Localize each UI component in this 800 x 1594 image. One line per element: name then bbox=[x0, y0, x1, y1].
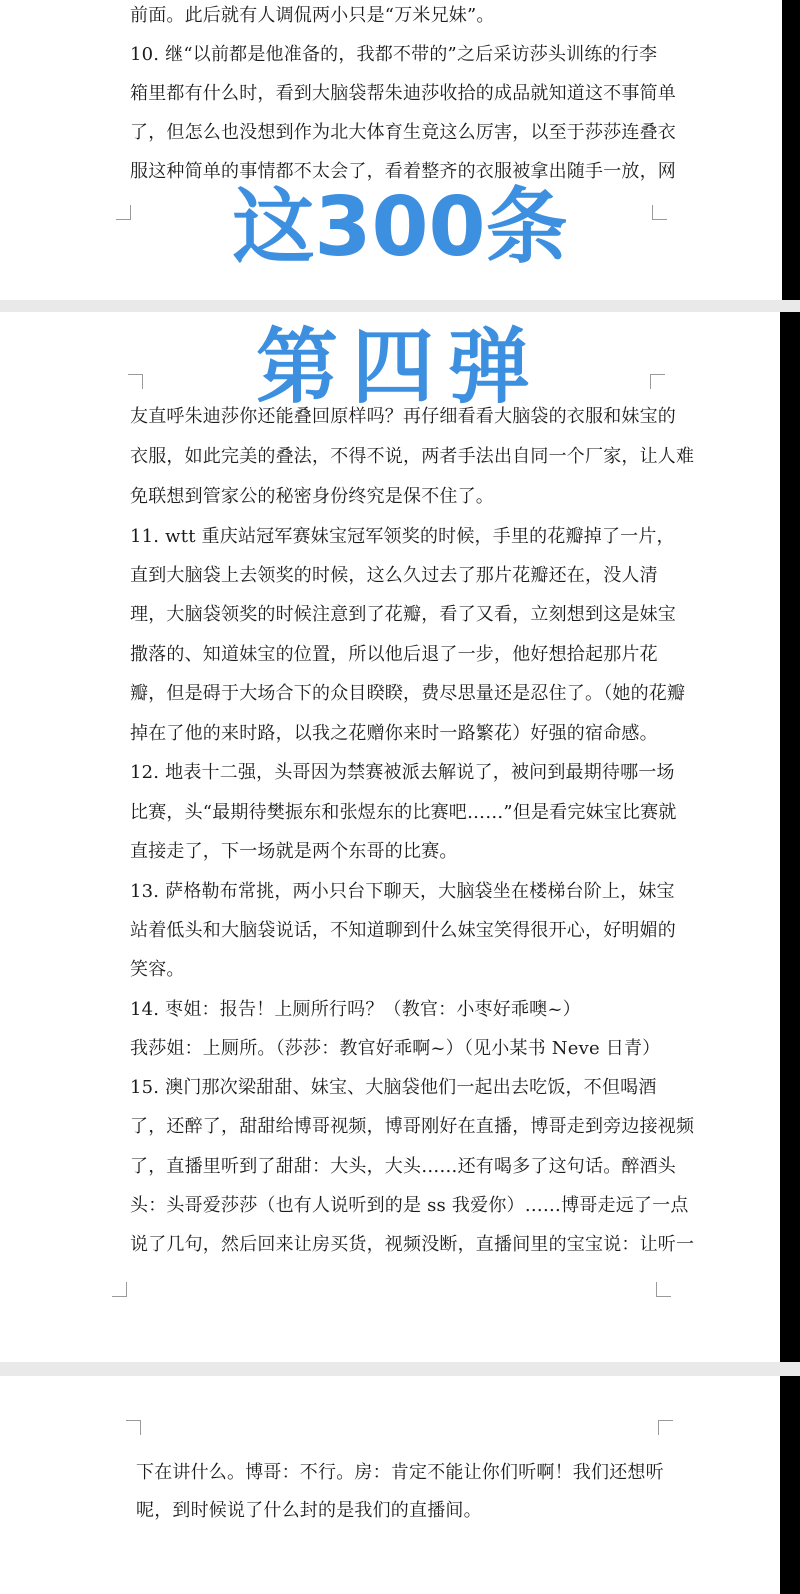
text-line: 撒落的、知道妹宝的位置，所以他后退了一步，他好想拾起那片花 bbox=[130, 644, 658, 665]
page-corner-mark bbox=[112, 1282, 127, 1297]
text-line: 瓣，但是碍于大场合下的众目睽睽，费尽思量还是忍住了。（她的花瓣 bbox=[130, 683, 686, 704]
text-line: 12. 地表十二强，头哥因为禁赛被派去解说了，被问到最期待哪一场 bbox=[130, 762, 675, 783]
text-line: 10. 继“以前都是他准备的，我都不带的”之后采访莎头训练的行李 bbox=[130, 44, 658, 65]
text-line: 头：头哥爱莎莎（也有人说听到的是 ss 我爱你）……博哥走远了一点 bbox=[130, 1195, 689, 1216]
text-line: 下在讲什么。博哥：不行。房：肯定不能让你们听啊！我们还想听 bbox=[136, 1462, 664, 1483]
text-line: 了，还醉了，甜甜给博哥视频，博哥刚好在直播，博哥走到旁边接视频 bbox=[130, 1116, 695, 1137]
text-line: 掉在了他的来时路，以我之花赠你来时一路繁花）好强的宿命感。 bbox=[130, 723, 658, 744]
text-line: 衣服，如此完美的叠法，不得不说，两者手法出自同一个厂家，让人难 bbox=[130, 446, 695, 467]
text-line: 14. 枣姐：报告！上厕所行吗？（教官：小枣好乖噢~） bbox=[130, 999, 581, 1020]
text-line: 15. 澳门那次梁甜甜、妹宝、大脑袋他们一起出去吃饭，不但喝酒 bbox=[130, 1077, 657, 1098]
text-line: 免联想到管家公的秘密身份终究是保不住了。 bbox=[130, 486, 494, 507]
document-page-2 bbox=[0, 312, 780, 1362]
overlay-title-line-1: 这300条 bbox=[232, 180, 568, 275]
text-line: 比赛，头“最期待樊振东和张煜东的比赛吧……”但是看完妹宝比赛就 bbox=[130, 802, 677, 823]
text-line: 我莎姐：上厕所。（莎莎：教官好乖啊~）（见小某书 Neve 日青） bbox=[130, 1038, 661, 1059]
text-line: 了，直播里听到了甜甜：大头，大头……还有喝多了这句话。醉酒头 bbox=[130, 1156, 676, 1177]
text-line: 理，大脑袋领奖的时候注意到了花瓣，看了又看，立刻想到这是妹宝 bbox=[130, 604, 676, 625]
text-line: 直接走了，下一场就是两个东哥的比赛。 bbox=[130, 841, 458, 862]
page-gap bbox=[0, 1362, 800, 1376]
text-line: 笑容。 bbox=[130, 959, 185, 980]
document-page-3 bbox=[0, 1376, 780, 1594]
page-corner-mark bbox=[658, 1420, 673, 1435]
text-line: 服这种简单的事情都不太会了，看着整齐的衣服被拿出随手一放，网 bbox=[130, 161, 676, 182]
page-gap bbox=[0, 300, 800, 312]
text-line: 13. 萨格勒布常挑，两小只台下聊天，大脑袋坐在楼梯台阶上，妹宝 bbox=[130, 881, 675, 902]
text-line: 友直呼朱迪莎你还能叠回原样吗？再仔细看看大脑袋的衣服和妹宝的 bbox=[130, 406, 676, 427]
text-line: 11. wtt 重庆站冠军赛妹宝冠军领奖的时候，手里的花瓣掉了一片， bbox=[130, 526, 675, 547]
text-line: 前面。此后就有人调侃两小只是“万米兄妹”。 bbox=[130, 5, 495, 26]
overlay-title-line-2: 第四弹 bbox=[255, 320, 544, 415]
text-line: 站着低头和大脑袋说话，不知道聊到什么妹宝笑得很开心，好明媚的 bbox=[130, 920, 676, 941]
page-corner-mark bbox=[656, 1282, 671, 1297]
page-corner-mark bbox=[126, 1420, 141, 1435]
text-line: 说了几句，然后回来让房买货，视频没断，直播间里的宝宝说：让听一 bbox=[130, 1234, 695, 1255]
text-line: 呢，到时候说了什么封的是我们的直播间。 bbox=[136, 1500, 482, 1521]
text-line: 直到大脑袋上去领奖的时候，这么久过去了那片花瓣还在，没人清 bbox=[130, 565, 658, 586]
text-line: 了，但怎么也没想到作为北大体育生竟这么厉害，以至于莎莎连叠衣 bbox=[130, 122, 676, 143]
text-line: 箱里都有什么时，看到大脑袋帮朱迪莎收拾的成品就知道这不事简单 bbox=[130, 83, 676, 104]
